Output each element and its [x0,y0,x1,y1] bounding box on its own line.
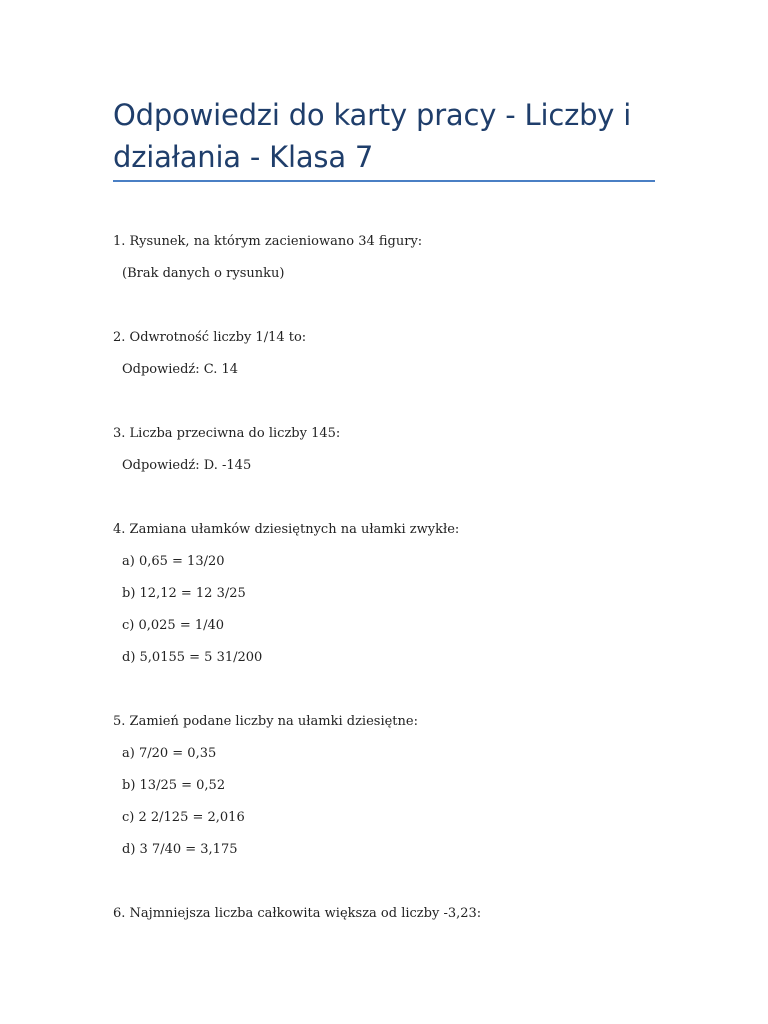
question-heading: 4. Zamiana ułamków dziesiętnych na ułamki zwykłe: [113,522,460,537]
question-4 [113,514,673,706]
answer-line: a) 7/20 = 0,35 [122,746,217,761]
question-6 [113,898,673,930]
answer-line: (Brak danych o rysunku) [122,266,285,281]
question-1 [113,226,673,322]
question-2 [113,322,673,418]
question-heading: 6. Najmniejsza liczba całkowita większa od liczby -3,23: [113,906,482,921]
answer-line: Odpowiedź: D. -145 [122,458,252,473]
answer-line: b) 12,12 = 12 3/25 [122,586,246,601]
title-underline [113,180,655,182]
question-3 [113,418,673,514]
answer-line: c) 2 2/125 = 2,016 [122,810,245,825]
question-heading: 5. Zamień podane liczby na ułamki dziesiętne: [113,714,418,729]
questions-list [113,226,673,930]
answer-line: b) 13/25 = 0,52 [122,778,226,793]
answer-line: d) 3 7/40 = 3,175 [122,842,238,857]
page-title: Odpowiedzi do karty pracy - Liczby i działania - Klasa 7 [113,98,632,174]
answer-line: Odpowiedź: C. 14 [122,362,239,377]
answer-line: c) 0,025 = 1/40 [122,618,225,633]
answer-line: d) 5,0155 = 5 31/200 [122,650,263,665]
answer-line: a) 0,65 = 13/20 [122,554,225,569]
question-heading: 1. Rysunek, na którym zacieniowano 34 figury: [113,234,423,249]
question-heading: 2. Odwrotność liczby 1/14 to: [113,330,307,345]
question-5 [113,706,673,898]
question-heading: 3. Liczba przeciwna do liczby 145: [113,426,341,441]
